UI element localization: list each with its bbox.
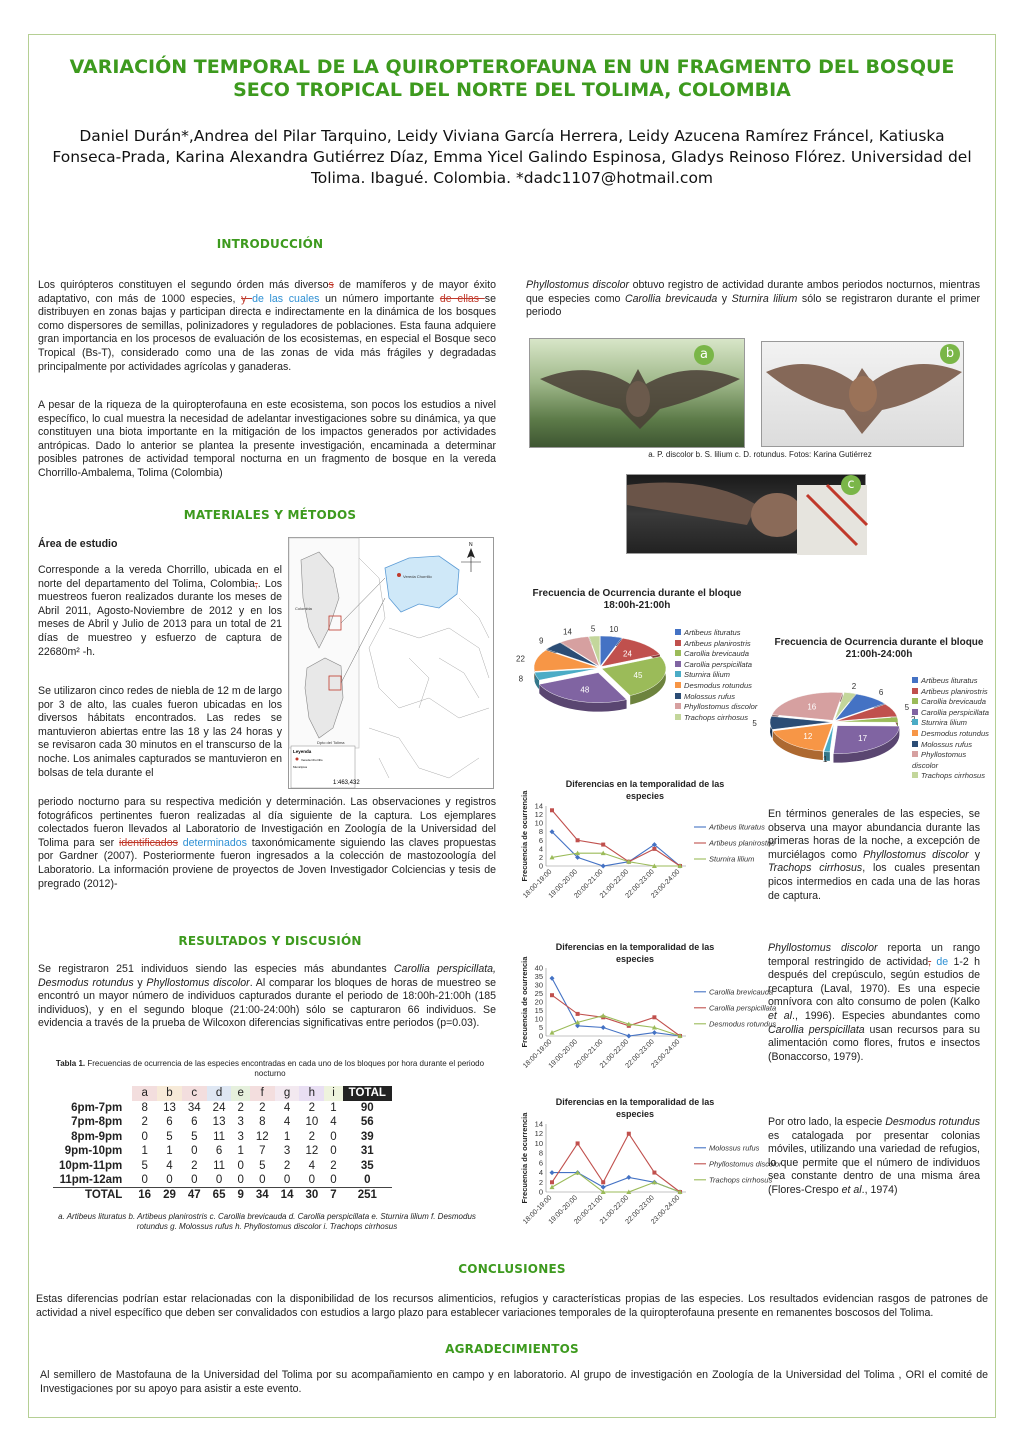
table-header-cell: h — [299, 1086, 324, 1101]
table-cell: 7 — [330, 1189, 337, 1201]
series-point — [601, 864, 606, 869]
x-tick-label: 21:00-22:00 — [598, 868, 631, 900]
legend-item — [912, 687, 992, 698]
legend-swatch — [912, 772, 918, 778]
legend-swatch — [912, 719, 918, 725]
table-cell: 39 — [360, 1130, 374, 1143]
right-paragraph-1: Phyllostomus discolor obtuvo registro de actividad durante ambos periodos nocturnos, mientras que especies como Carollia brevicauda y Sturnira lilium sólo se registraron durante el primer periodo — [526, 279, 981, 319]
table-cell: 35 — [360, 1159, 374, 1172]
legend-swatch — [912, 688, 918, 694]
y-tick-label: 14 — [534, 1119, 543, 1129]
conclusions-heading: CONCLUSIONES — [458, 1262, 566, 1276]
series-point — [550, 1170, 555, 1175]
table-row — [53, 1173, 392, 1188]
frequency-table — [53, 1086, 392, 1202]
table-header-cell: d — [207, 1086, 232, 1101]
legend-label: Artibeus planirostris — [684, 638, 751, 648]
pie-data-label: 16 — [807, 702, 817, 712]
table-cell: 2 — [191, 1159, 198, 1172]
legend-swatch — [675, 629, 681, 635]
x-tick-label: 21:00-22:00 — [598, 1194, 631, 1226]
methods-paragraph-1: Corresponde a la vereda Chorrillo, ubicada en el norte del departamento del Tolima, Colombia,. Los muestreos fueron realizados durante los meses de Abril 2011, Agosto-Noviembre de 2012 y en los meses de Abril y Julio de 2013 para un total de 21 días de muestreo y esfuerzo de captura de 22680m² -h. — [38, 564, 283, 658]
map-scale: 1:463,432 — [333, 780, 360, 786]
table-cell: 6 — [215, 1145, 223, 1158]
vereda-area — [385, 556, 459, 612]
y-tick-label: 5 — [538, 1023, 543, 1032]
series-line — [552, 978, 680, 1036]
table-row — [53, 1101, 392, 1116]
line-chart-3 — [518, 1112, 782, 1238]
series-point — [550, 993, 554, 997]
table-header-cell: a — [132, 1086, 157, 1101]
table-cell: 3 — [237, 1130, 244, 1143]
legend-label: Desmodus rotundus — [921, 728, 989, 738]
series-line — [552, 832, 680, 866]
table-row — [53, 1115, 392, 1130]
poster-title: VARIACIÓN TEMPORAL DE LA QUIROPTEROFAUNA EN UN FRAGMENTO DEL BOSQUE SECO TROPICAL DEL NORTE DEL TOLIMA, COLOMBIA — [69, 56, 955, 101]
table-cell: 2 — [330, 1159, 337, 1172]
x-tick-label: 18:00-19:00 — [522, 868, 554, 900]
photo-label-c: c — [841, 475, 861, 495]
results-heading: RESULTADOS Y DISCUSIÓN — [178, 934, 362, 948]
table-cell: 1 — [330, 1101, 337, 1114]
table-header-cell: c — [182, 1086, 207, 1101]
legend-item — [675, 660, 785, 671]
table-cell: 1 — [237, 1145, 244, 1158]
series-point — [601, 1185, 606, 1190]
intro-heading: INTRODUCCIÓN — [216, 237, 324, 251]
y-tick-label: 0 — [538, 1031, 543, 1041]
table-header-cell: f — [250, 1086, 275, 1101]
legend-swatch — [675, 640, 681, 646]
y-axis-label: Frecuencia de ocurrencia — [520, 1112, 529, 1204]
table-row-header: 11pm-12am — [59, 1174, 123, 1186]
table-cell: 24 — [212, 1101, 226, 1114]
contact-email: *dadc1107@hotmail.com — [516, 169, 714, 187]
table-cell: 16 — [138, 1189, 152, 1201]
x-tick-label: 23:00-24:00 — [650, 868, 682, 900]
table-row — [53, 1188, 392, 1203]
legend-label: Artibeus lituratus — [709, 822, 765, 832]
table-row-header: 8pm-9pm — [71, 1130, 123, 1143]
series-line — [552, 1173, 680, 1192]
legend-label: Desmodus rotundus — [684, 680, 752, 690]
series-point — [550, 976, 555, 981]
photo-caption: a. P. discolor b. S. lilium c. D. rotundus. Fotos: Karina Gutiérrez — [648, 450, 872, 459]
pie-chart-21-24 — [752, 676, 912, 780]
table-cell: 0 — [191, 1145, 198, 1158]
legend-label: Carollia brevicauda — [709, 987, 774, 997]
series-point — [601, 1180, 605, 1184]
table-row-header: TOTAL — [85, 1189, 123, 1201]
authors-text: Daniel Durán*,Andrea del Pilar Tarquino, Leidy Viviana García Herrera, Leidy Azucena Ramírez Fráncel, Katiuska Fonseca-Prada, Karina Alexandra Gutiérrez Díaz, Emma Yicel Galindo Espinosa, Gladys Reinoso Flórez. Universidad del Tolima. Ibagué. Colombia. — [52, 127, 972, 187]
y-tick-label: 0 — [538, 861, 543, 871]
table-cell: 6 — [191, 1116, 198, 1129]
series-point — [652, 1171, 656, 1175]
y-axis-label: Frecuencia de ocurrencia — [520, 956, 529, 1048]
photo-label-b: b — [940, 344, 960, 364]
pie-data-label: 12 — [803, 732, 813, 742]
table-cell: 12 — [255, 1130, 269, 1143]
legend-label: Artibeus lituratus — [684, 628, 741, 637]
y-tick-label: 2 — [538, 852, 543, 862]
y-tick-label: 15 — [534, 1006, 543, 1015]
table-cell: 0 — [283, 1174, 291, 1186]
table-cell: 251 — [357, 1189, 377, 1201]
table-cell: 0 — [237, 1159, 244, 1172]
y-tick-label: 10 — [534, 818, 543, 828]
methods-paragraph-3: periodo nocturno para su respectiva medición y determinación. Las observaciones y registros fotográficos pertinentes fueron realizadas al día siguiente de la captura. Los ejemplares colectados fueron llevados al Laboratorio de Investigación en Zoología de la Universidad del Tolima para ser identificados determinados taxonómicamente siguiendo las claves propuestas por Gardner (2007). Posteriormente fueron ingresados a la colección de mastozoología del Laboratorio. La información proviene de proyectos de Joven Investigador Colciencias y tesis de pregrado (2012)- — [38, 796, 496, 890]
table-cell: 4 — [166, 1159, 173, 1172]
authors-line — [48, 126, 976, 189]
table-cell: 34 — [187, 1101, 201, 1114]
table-cell: 4 — [330, 1116, 337, 1129]
y-tick-label: 10 — [534, 1138, 543, 1148]
legend-swatch — [912, 751, 918, 757]
y-tick-label: 12 — [534, 1129, 543, 1139]
legend-label: Desmodus rotundus — [709, 1019, 777, 1029]
pie-data-label: 8 — [518, 674, 524, 684]
ack-text: Al semillero de Mastofauna de la Universidad del Tolima por su acompañamiento en campo y en laboratorio. Al grupo de investigación en Zoología de la Universidad del Tolima , ORI el comité de Investigaciones por su apoyo para asistir a este evento. — [40, 1369, 988, 1395]
table-cell: 2 — [259, 1101, 266, 1114]
x-tick-label: 20:00-21:00 — [573, 1194, 605, 1226]
table-cell: 47 — [187, 1189, 201, 1201]
table-cell: 56 — [360, 1116, 374, 1129]
table-footnote: a. Artibeus lituratus b. Artibeus planirostris c. Carollia brevicauda d. Carollia perspicillata e. Sturnira lilium f. Desmodus rotundus g. Molossus rufus h. Phyllostomus discolor i. Trachops cirrhosus — [58, 1212, 476, 1231]
table-cell: 12 — [305, 1145, 319, 1158]
series-point — [652, 1015, 656, 1019]
north-arrow — [461, 542, 481, 572]
table-cell: 9 — [237, 1189, 244, 1201]
pie-chart-18-21 — [516, 622, 676, 726]
conclusions-text: Estas diferencias podrían estar relacionadas con la disponibilidad de los recursos alimenticios, refugios y características propias de las especies. Los resultados evidencian rasgos de patrones de actividad a nivel específico que deben ser convalidados con estudios a largo plazo para establecer variaciones temporales de la quiropterofauna presente en remanentes boscosos del Tolima. — [36, 1293, 988, 1319]
y-tick-label: 20 — [534, 997, 543, 1007]
legend-swatch — [675, 661, 681, 667]
table-row-header: 6pm-7pm — [71, 1101, 123, 1114]
legend-item — [912, 750, 992, 771]
x-tick-label: 23:00-24:00 — [650, 1194, 682, 1226]
pie2-legend — [912, 676, 992, 782]
table-cell: 5 — [191, 1130, 198, 1143]
line3-title: Diferencias en la temporalidad de las especies — [555, 1097, 715, 1119]
table-cell: 0 — [308, 1174, 316, 1186]
table-cell: 0 — [191, 1174, 198, 1186]
series-point — [627, 1132, 631, 1136]
map-label-vereda: Vereda Chorrillo — [403, 574, 432, 579]
table-header-cell: e — [231, 1086, 249, 1101]
legend-label: Trachops cirrhosus — [709, 1175, 773, 1185]
table-cell: 7 — [259, 1145, 266, 1158]
map-label-colombia: Colombia — [295, 606, 312, 611]
legend-swatch — [675, 714, 681, 720]
legend-label: Phyllostomus discolor — [912, 750, 967, 770]
pie-data-label: 1 — [822, 754, 828, 764]
table-cell: 4 — [308, 1159, 316, 1172]
y-tick-label: 10 — [534, 1014, 543, 1024]
table-cell: 0 — [330, 1130, 337, 1143]
legend-label: Carollia brevicauda — [921, 697, 987, 707]
table-header-cell: TOTAL — [343, 1086, 392, 1101]
table-cell: 8 — [259, 1116, 266, 1129]
right-paragraph-4: Por otro lado, la especie Desmodus rotundus es catalogada por presentar colonias móviles, utilizando una variedad de refugios, lo que permite que el número de individuos sea constante dentro de una misma área (Flores-Crespo et al., 1974) — [768, 1116, 981, 1196]
table-cell: 31 — [360, 1145, 374, 1158]
legend-label: Carollia brevicauda — [684, 649, 750, 659]
svg-text:N: N — [469, 542, 473, 548]
table-cell: 2 — [141, 1116, 148, 1129]
legend-swatch — [675, 703, 681, 709]
photo-label-a: a — [694, 345, 714, 365]
series-point — [550, 1185, 555, 1190]
table-row — [53, 1130, 392, 1145]
table-cell: 90 — [360, 1101, 374, 1114]
legend-label: Sturnira lilium — [921, 718, 967, 728]
series-point — [576, 1012, 580, 1016]
table-cell: 14 — [280, 1189, 294, 1201]
series-point — [626, 1175, 631, 1180]
table-cell: 8 — [141, 1101, 148, 1114]
legend-swatch — [675, 650, 681, 656]
x-tick-label: 18:00-19:00 — [522, 1038, 554, 1070]
pie2-title: Frecuencia de Ocurrencia durante el bloque 21:00h-24:00h — [774, 637, 984, 660]
legend-swatch — [912, 730, 918, 736]
legend-item — [912, 729, 992, 740]
x-tick-label: 21:00-22:00 — [598, 1038, 631, 1070]
table-header-cell: g — [275, 1086, 300, 1101]
table-cell: 34 — [255, 1189, 269, 1201]
pie-data-label: 10 — [609, 625, 619, 635]
y-tick-label: 8 — [538, 1148, 543, 1158]
legend-label: Phyllostomus discolor — [709, 1159, 782, 1169]
table-cell: 2 — [237, 1101, 244, 1114]
table-cell: 29 — [163, 1189, 176, 1201]
pie-data-label: 17 — [858, 734, 868, 744]
table-cell: 30 — [305, 1189, 319, 1201]
table-cell: 5 — [141, 1159, 148, 1172]
table-cell: 0 — [330, 1145, 337, 1158]
legend-label: Artibeus lituratus — [921, 676, 978, 685]
map-label-tolima: Dpto del Tolima — [317, 740, 345, 745]
table-cell: 6 — [166, 1116, 173, 1129]
y-tick-label: 14 — [534, 801, 543, 811]
photo-p-discolor — [529, 338, 745, 448]
pie-data-label: 45 — [633, 670, 643, 680]
table-cell: 3 — [283, 1145, 291, 1158]
series-point — [601, 843, 605, 847]
svg-text:Municipios: Municipios — [293, 765, 308, 769]
intro-paragraph-2: A pesar de la riqueza de la quiropterofauna en este ecosistema, son pocos los estudios a nivel específico, lo cual muestra la necesidad de adelantar investigaciones sobre su dinámica, ya que constituyen una biota importante en la mitigación de los impactos generados por actividades antrópicas. Dado lo anterior se plantea la presente investigación, encaminada a determinar posibles patrones de actividad temporal nocturna en un fragmento de bosque en la vereda Chorrillo-Ambalema, Tolima (Colombia) — [38, 399, 496, 479]
x-tick-label: 20:00-21:00 — [573, 868, 605, 900]
y-tick-label: 25 — [534, 989, 543, 998]
x-tick-label: 20:00-21:00 — [573, 1038, 605, 1070]
legend-item — [912, 771, 992, 782]
table-row-header: 7pm-8pm — [71, 1116, 123, 1129]
legend-label: Trachops cirrhosus — [921, 771, 986, 781]
table-cell: 0 — [330, 1174, 337, 1186]
series-point — [576, 838, 580, 842]
legend-swatch — [675, 693, 681, 699]
legend-label: Sturnira lilium — [709, 854, 755, 864]
table-cell: 0 — [364, 1174, 371, 1186]
table-cell: 0 — [141, 1174, 148, 1186]
y-tick-label: 4 — [538, 844, 543, 854]
legend-swatch — [675, 671, 681, 677]
legend-swatch — [912, 698, 918, 704]
x-tick-label: 19:00-20:00 — [547, 1038, 580, 1070]
pie-data-label: 6 — [878, 688, 884, 698]
table-header-cell: b — [157, 1086, 182, 1101]
legend-label: Molossus rufus — [709, 1143, 760, 1153]
legend-item — [912, 718, 992, 729]
right-paragraph-2: En términos generales de las especies, se observa una mayor abundancia durante las primeras horas de la noche, a excepción de murciélagos como Phyllostomus discolor y Trachops cirrhosus, los cuales presentan picos intermedios en cada una de las horas de captura. — [768, 808, 980, 902]
legend-label: Artibeus planirostris — [921, 686, 988, 696]
x-tick-label: 22:00-23:00 — [624, 1038, 656, 1070]
y-tick-label: 30 — [534, 980, 543, 990]
table-cell: 2 — [283, 1159, 291, 1172]
legend-label: Sturnira lilium — [684, 670, 730, 680]
legend-swatch — [912, 677, 918, 683]
line2-title: Diferencias en la temporalidad de las especies — [555, 942, 715, 964]
series-point — [626, 1034, 631, 1039]
x-tick-label: 19:00-20:00 — [547, 868, 580, 900]
table-cell: 11 — [213, 1130, 226, 1143]
x-tick-label: 22:00-23:00 — [624, 868, 656, 900]
legend-label: Molossus rufus — [921, 739, 973, 749]
legend-label: Carollia perspicillata — [921, 707, 989, 717]
pie-data-label: 22 — [516, 654, 525, 664]
photo-s-lilium — [761, 341, 964, 447]
table-cell: 13 — [163, 1101, 176, 1114]
y-tick-label: 8 — [538, 827, 543, 837]
table-cell: 3 — [237, 1116, 244, 1129]
legend-label: Molossus rufus — [684, 691, 736, 701]
pie-data-label: 2 — [851, 682, 857, 692]
pie-data-label: 14 — [563, 627, 572, 637]
table-cell: 5 — [259, 1159, 266, 1172]
y-axis-label: Frecuencia de ocurrencia — [520, 790, 529, 882]
legend-label: Phyllostomus discolor — [684, 702, 758, 712]
y-tick-label: 40 — [534, 963, 543, 973]
y-tick-label: 6 — [538, 835, 543, 845]
series-point — [652, 1030, 657, 1035]
y-tick-label: 0 — [538, 1187, 543, 1197]
legend-item — [912, 708, 992, 719]
table-header-cell: i — [324, 1086, 342, 1101]
table-cell: 4 — [283, 1116, 291, 1129]
table-cell: 65 — [212, 1189, 226, 1201]
table-header-cell — [53, 1086, 132, 1101]
table-row-header: 9pm-10pm — [64, 1145, 123, 1158]
table-cell: 1 — [141, 1145, 148, 1158]
pie-data-label: 48 — [580, 685, 590, 695]
intro-paragraph-1: Los quirópteros constituyen el segundo órden más diversos de mamíferos y de mayor éxito adaptativo, con más de 1000 especies, y de las cuales un número importante de ellas se distribuyen en zonas bajas y participan directa e indirectamente en la dinámica de los bosques como dispersores de semillas, polinizadores y reguladores de poblaciones. Esta fauna adquiere gran importancia en los procesos de evaluación de los ecosistemas, en especial el Bosque seco Tropical (Bs-T), considerado como una de las zonas de vida más frágiles y degradadas principalmente por actividades agrícolas y ganaderas. — [38, 279, 496, 373]
pie1-title: Frecuencia de Ocurrencia durante el bloque 18:00h-21:00h — [532, 588, 742, 611]
table-cell: 13 — [212, 1116, 226, 1129]
right-paragraph-3: Phyllostomus discolor reporta un rango temporal restringido de actividad, de 1-2 h después del crepúsculo, según estudios de recaptura (Laval, 1970). Es una especie omnívora con alto consumo de polen (Kalko et al., 1996). Especies abundantes como Carollia perspicillata usan recursos para su alimentación como flores, frutos e insectos (Bonaccorso, 1979). — [768, 942, 981, 1063]
pie-data-label: 24 — [623, 649, 632, 659]
legend-label: Carollia perspicillata — [709, 1003, 777, 1013]
table-cell: 0 — [259, 1174, 266, 1186]
ack-heading: AGRADECIMIENTOS — [445, 1342, 579, 1356]
table-row — [53, 1159, 392, 1174]
pie-data-label: 9 — [539, 636, 544, 646]
table-cell: 0 — [237, 1174, 244, 1186]
table-cell: 1 — [166, 1145, 173, 1158]
table-row-header: 10pm-11pm — [59, 1159, 123, 1172]
y-tick-label: 4 — [538, 1168, 543, 1178]
methods-heading: MATERIALES Y MÉTODOS — [183, 508, 357, 522]
series-point — [601, 1025, 606, 1030]
series-point — [550, 808, 554, 812]
methods-paragraph-2: Se utilizaron cinco redes de niebla de 12 m de largo por 3 de alto, las cuales fueron ubicadas en los diversos hábitats encontrados. Las redes se mantuvieron abiertas entre las 18 y las 24 horas y se revisaron cada 30 minutos en el transcurso de la noche. Los animales capturados se mantuvieron en bolsas de tela durante el — [38, 685, 282, 779]
study-area-map — [288, 537, 494, 789]
legend-item — [912, 740, 992, 751]
line1-title: Diferencias en la temporalidad de las especies — [565, 779, 725, 801]
x-tick-label: 19:00-20:00 — [547, 1194, 580, 1226]
legend-swatch — [912, 709, 918, 715]
table-cell: 2 — [308, 1130, 316, 1143]
legend-item — [912, 676, 992, 687]
legend-label: Carollia perspicillata — [684, 659, 752, 669]
y-tick-label: 12 — [534, 810, 543, 820]
legend-label: Trachops cirrhosus — [684, 712, 749, 722]
table-cell: 0 — [141, 1130, 148, 1143]
series-point — [550, 1180, 554, 1184]
x-tick-label: 18:00-19:00 — [522, 1194, 554, 1226]
x-tick-label: 23:00-24:00 — [650, 1038, 682, 1070]
photo-d-rotundus — [626, 474, 866, 554]
svg-text:Vereda Chorrillo: Vereda Chorrillo — [301, 758, 323, 762]
y-tick-label: 2 — [538, 1177, 543, 1187]
legend-item — [912, 697, 992, 708]
legend-swatch — [912, 741, 918, 747]
map-drawing — [289, 538, 495, 790]
series-line — [552, 1134, 680, 1192]
table-caption: Tabla 1. Frecuencias de ocurrencia de las especies encontradas en cada uno de los bloques por hora durante el periodo nocturno — [55, 1059, 485, 1078]
results-paragraph: Se registraron 251 individuos siendo las especies más abundantes Carollia perspicillata, Desmodus rotundus y Phyllostomus discolor. Al comparar los bloques de horas de muestreo se encontró un mayor número de individuos capturados durante el periodo de 18:00h-21:00h (185 individuos), y en el segundo bloque (21:00-24:00h) sólo se capturaron 66 individuos. Se evidencia a través de la prueba de Wilcoxon diferencias significativas entre periodos (p=0.03). — [38, 963, 497, 1030]
table-cell: 10 — [305, 1116, 319, 1129]
table-cell: 2 — [308, 1101, 316, 1114]
legend-swatch — [675, 682, 681, 688]
line-chart-2 — [518, 956, 777, 1082]
table-cell: 4 — [283, 1101, 291, 1114]
y-tick-label: 6 — [538, 1158, 543, 1168]
table-row — [53, 1144, 392, 1159]
table-cell: 0 — [166, 1174, 173, 1186]
table-cell: 1 — [283, 1130, 291, 1143]
pie-data-label: 5 — [590, 624, 596, 634]
y-tick-label: 35 — [534, 972, 543, 981]
x-tick-label: 22:00-23:00 — [624, 1194, 656, 1226]
table-cell: 0 — [215, 1174, 223, 1186]
pie-data-label: 5 — [904, 703, 910, 713]
series-point — [576, 1141, 580, 1145]
svg-text:Leyenda: Leyenda — [293, 749, 312, 754]
table-cell: 11 — [213, 1159, 226, 1172]
series-point — [652, 847, 656, 851]
pie-data-label: 5 — [752, 719, 757, 729]
study-area-subtitle: Área de estudio — [38, 538, 118, 550]
legend-label: Artibeus planirostris — [709, 838, 775, 848]
table-cell: 5 — [166, 1130, 173, 1143]
